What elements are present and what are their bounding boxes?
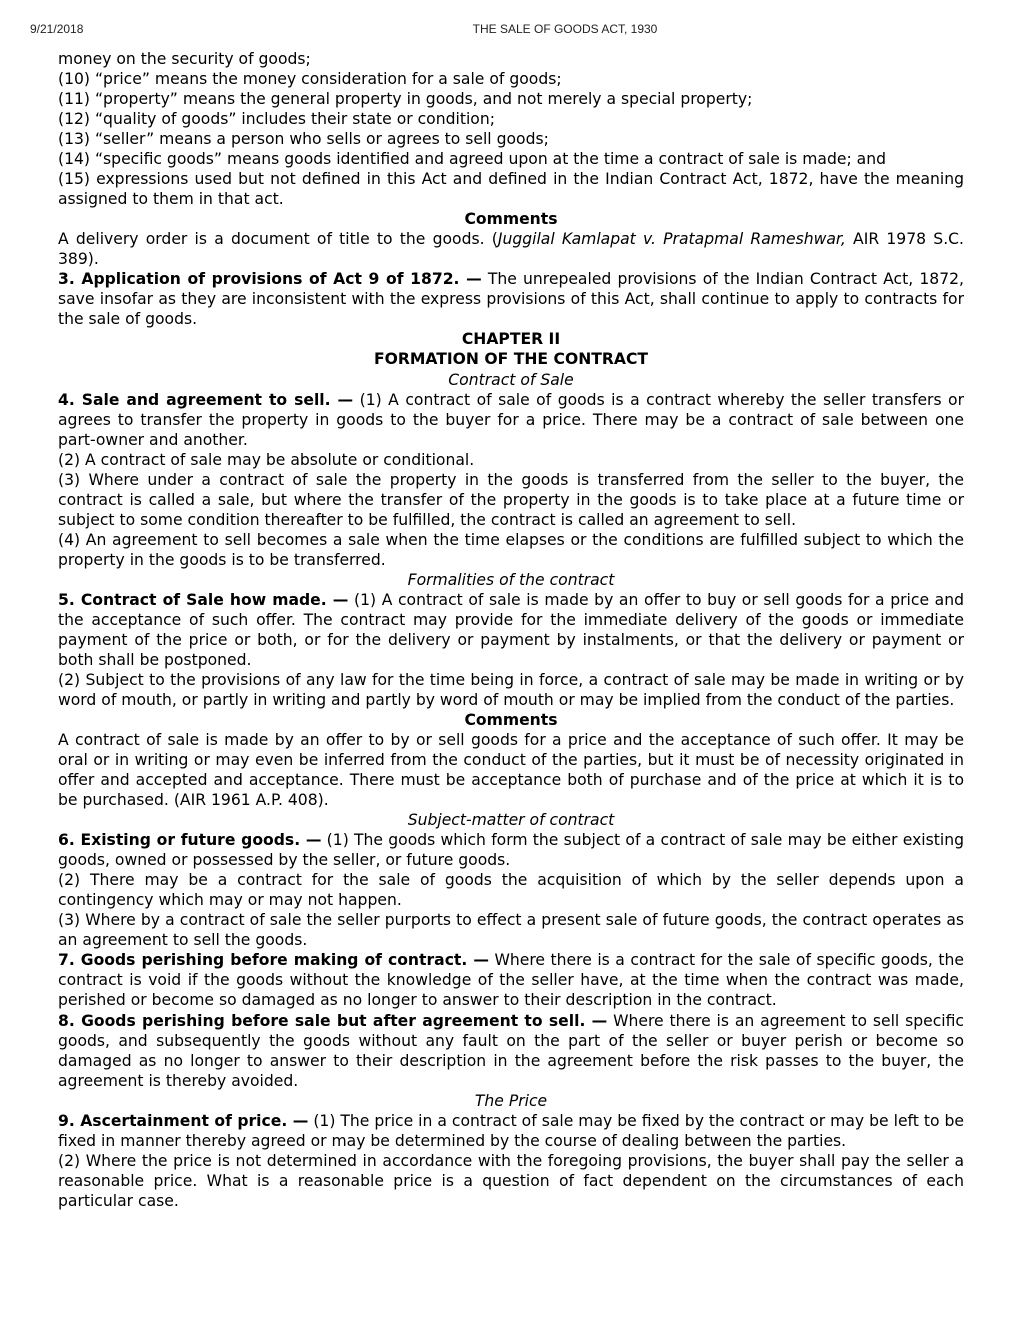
comments-text-2: A contract of sale is made by an offer to by or sell goods for a price and the acceptance of such offer. It may be oral or in writing or may even be inferred from the conduct of the parties, but it must be of necessity originated in offer and accepted and acceptance. There must be acceptance both of purchase and of the price at which it is to be purchased. (AIR 1961 A.P. 408). [58,731,964,810]
subheading-price: The Price [474,1091,548,1110]
section-8-title: 8. Goods perishing before sale but after agreement to sell. — [58,1011,608,1030]
section-4-para-4: (4) An agreement to sell becomes a sale when the time elapses or the conditions are fulfilled subject to which the property in the goods is to be transferred. [58,530,964,569]
comments-text-1a: A delivery order is a document of title to the goods. ( [58,230,498,249]
chapter-title: FORMATION OF THE CONTRACT [373,350,649,369]
print-title: THE SALE OF GOODS ACT, 1930 [472,22,658,36]
chapter-number: CHAPTER II [461,330,561,349]
section-7 [58,950,964,1010]
section-6-para-3: (3) Where by a contract of sale the seller purports to effect a present sale of future goods, the contract operates as an agreement to sell the goods. [58,911,964,950]
section-3 [58,269,964,329]
section-5-title: 5. Contract of Sale how made. — [58,590,349,609]
section-8-text: Where there is an agreement to sell specific goods, and subsequently the goods without any fault on the part of the seller or buyer perish or become so damaged as no longer to answer to their description in the agreement before the risk passes to the buyer, the agreement is thereby avoided. [58,1011,964,1090]
case-citation: Juggilal Kamlapat v. Pratapmal Rameshwar, [497,230,846,249]
print-header [0,22,1020,40]
subheading-contract-of-sale: Contract of Sale [448,370,574,389]
act-text [58,49,964,1211]
section-9-para-1 [58,1111,964,1151]
definition-11: (11) “property” means the general property in goods, and not merely a special property; [58,90,753,109]
comments-heading-2: Comments [464,711,558,730]
section-6-text-1: (1) The goods which form the subject of a contract of sale may be either existing goods, owned or possessed by the seller, or future goods. [58,831,964,870]
section-9-title: 9. Ascertainment of price. — [58,1111,309,1130]
section-4-title: 4. Sale and agreement to sell. — [58,390,354,409]
section-8 [58,1011,964,1091]
subheading-formalities: Formalities of the contract [407,570,615,589]
section-5-text-1: (1) A contract of sale is made by an offer to buy or sell goods for a price and the acceptance of such offer. The contract may provide for the immediate delivery of the goods or immediate payment of the price or both, or for the delivery or payment by instalments, or that the delivery or payment or both shall be postponed. [58,590,964,669]
section-3-text: The unrepealed provisions of the Indian Contract Act, 1872, save insofar as they are inconsistent with the express provisions of this Act, shall continue to apply to contracts for the sale of goods. [58,270,964,329]
section-4-para-3: (3) Where under a contract of sale the property in the goods is transferred from the seller to the buyer, the contract is called a sale, but where the transfer of the property in the goods is to take place at a future time or subject to some condition thereafter to be fulfilled, the contract is called an agreement to sell. [58,470,964,529]
definition-12: (12) “quality of goods” includes their state or condition; [58,110,495,129]
comments-text-1 [58,229,964,269]
section-6-title: 6. Existing or future goods. — [58,831,322,850]
definition-15: (15) expressions used but not defined in this Act and defined in the Indian Contract Act, 1872, have the meaning assigned to them in that act. [58,170,964,209]
definition-continuation: money on the security of goods; [58,50,311,68]
section-6-para-1 [58,830,964,870]
section-7-text: Where there is a contract for the sale of specific goods, the contract is void if the goods without the knowledge of the seller have, at the time when the contract was made, perished or become so damaged as no longer to answer to their description in the contract. [58,951,964,1010]
section-7-title: 7. Goods perishing before making of contract. — [58,951,489,970]
section-9-text-1: (1) The price in a contract of sale may be fixed by the contract or may be left to be fixed in manner thereby agreed or may be determined by the course of dealing between the parties. [58,1111,965,1150]
subheading-subject-matter: Subject-matter of contract [407,811,615,830]
section-4-text-1: (1) A contract of sale of goods is a contract whereby the seller transfers or agrees to transfer the property in goods to the buyer for a price. There may be a contract of sale between one part-owner and another. [58,390,965,449]
section-5-para-1 [58,590,964,670]
comments-text-1b: AIR 1978 S.C. 389). [58,230,964,269]
definition-10: (10) “price” means the money consideration for a sale of goods; [58,70,562,89]
section-4-para-1 [58,390,964,450]
print-date: 9/21/2018 [30,22,84,36]
definition-14: (14) “specific goods” means goods identified and agreed upon at the time a contract of sale is made; and [58,150,887,169]
section-9-para-2: (2) Where the price is not determined in accordance with the foregoing provisions, the buyer shall pay the seller a reasonable price. What is a reasonable price is a question of fact dependent on the circumstances of each particular case. [58,1151,964,1210]
section-3-title: 3. Application of provisions of Act 9 of 1872. — [58,270,482,289]
definition-13: (13) “seller” means a person who sells or agrees to sell goods; [58,130,549,149]
comments-heading-1: Comments [464,210,558,229]
section-4-para-2: (2) A contract of sale may be absolute or conditional. [58,450,475,469]
section-6-para-2: (2) There may be a contract for the sale of goods the acquisition of which by the seller depends upon a contingency which may or may not happen. [58,871,964,910]
section-5-para-2: (2) Subject to the provisions of any law for the time being in force, a contract of sale may be made in writing or by word of mouth, or partly in writing and partly by word of mouth or may be implied from the conduct of the parties. [58,670,964,709]
